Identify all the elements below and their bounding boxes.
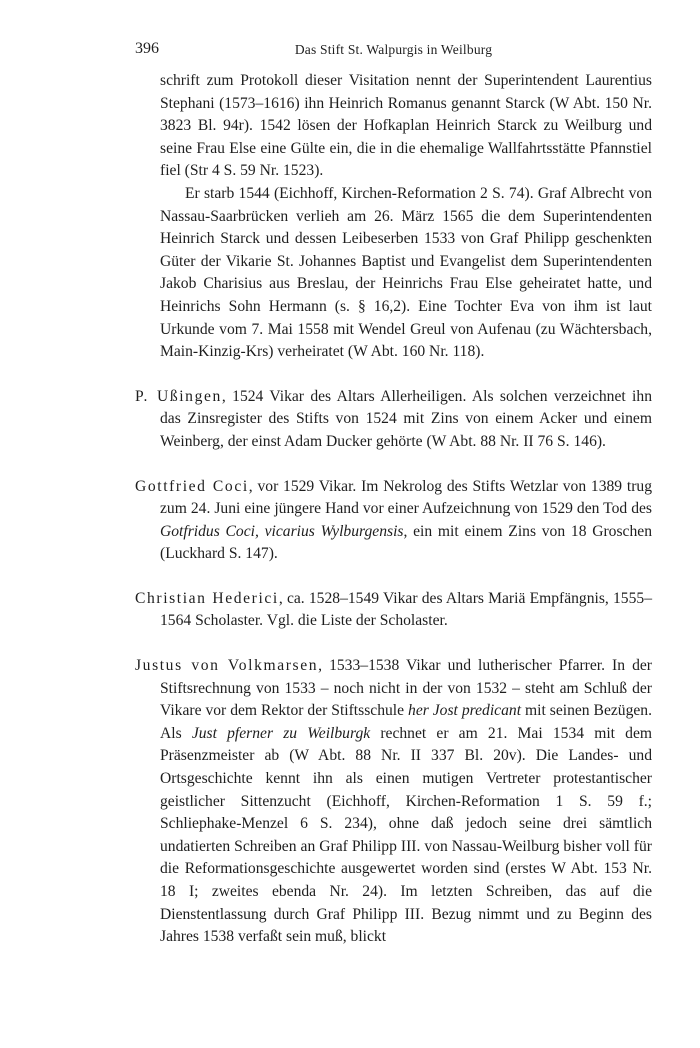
entry-name: Gottfried Coci: [135, 477, 249, 495]
entry-text: mit seinen Bezügen. Als: [160, 702, 652, 742]
entry-name: P. Ußingen: [135, 387, 222, 405]
continued-paragraph: schrift zum Protokoll dieser Visitation nennt der Superintendent Laurentius Stephani (1573–1616) ihn Heinrich Romanus genannt Starck (W Abt. 150 Nr. 3823 Bl. 94r). 1542 lösen der Hofkaplan Heinrich Starck zu Weilburg und seine Frau Else eine Gülte ein, die in die ehemalige Wallfahrtsstätte Pfannstiel fiel (Str 4 S. 59 Nr. 1523).: [160, 72, 652, 180]
running-title: Das Stift St. Walpurgis in Weilburg: [294, 42, 493, 57]
entry-text: , vor 1529 Vikar. Im Nekrolog des Stifts Wetzlar von 1389 trug zum 24. Juni eine jüngere Hand vor einer Aufzeichnung von 1529 den Tod des: [160, 477, 652, 518]
entry-text: , 1524 Vikar des Altars Allerheiligen. Als solchen verzeichnet ihn das Zinsregister des Stifts von 1524 mit Zins von einem Acker und einem Weinberg, der einst Adam Ducker gehörte (W Abt. 88 Nr. II 76 S. 146).: [160, 387, 652, 450]
entry-italic-quote: Just pferner zu Weilburgk: [191, 724, 371, 742]
entry-ussingen: [135, 386, 652, 454]
page-body: [135, 70, 652, 949]
body-paragraph: Er starb 1544 (Eichhoff, Kirchen-Reformation 2 S. 74). Graf Albrecht von Nassau-Saarbrücken verlieh am 26. März 1565 die dem Superintendenten Heinrich Starck und dessen Leibeserben 1533 von Graf Philipp geschenkten Güter der Vikarie St. Johannes Baptist und Evangelist dem Superintendenten Jakob Charisius aus Breslau, der Heinrichs Frau Else geheiratet hatte, und Heinrichs Sohn Hermann (s. § 16,2). Eine Tochter Eva von ihm ist laut Urkunde vom 7. Mai 1558 mit Wendel Greul von Aufenau (zu Wächtersbach, Main-Kinzig-Krs) verheiratet (W Abt. 160 Nr. 118).: [160, 184, 652, 361]
entry-text: rechnet er am 21. Mai 1534 mit dem Präsenzmeister ab (W Abt. 88 Nr. II 337 Bl. 20v). Die Landes- und Ortsgeschichte kennt ihn als einen mutigen Vertreter protestantischer geistlicher Sittenzucht (Eichhoff, Kirchen-Reformation 1 S. 59 f.; Schliephake-Menzel 6 S. 234), ohne daß jedoch seine drei sämtlich undatierten Schreiben an Graf Philipp III. von Nassau-Weilburg bisher voll für die Reformationsgeschichte ausgewertet worden sind (erstes W Abt. 153 Nr. 18 I; zweites ebenda Nr. 24). Im letzten Schreiben, das auf die Dienstentlassung durch Graf Philipp III. Bezug nimmt und zu Beginn des Jahres 1538 verfaßt sein muß, blickt: [160, 724, 653, 946]
entry-name: Christian Hederici: [135, 589, 279, 607]
page-number: 396: [135, 40, 159, 57]
entry-coci: [135, 476, 652, 566]
entry-text: , ein mit einem Zins von 18 Groschen (Luckhard S. 147).: [160, 522, 652, 563]
page-header: [135, 40, 652, 62]
entry-text: , 1533–1538 Vikar und lutherischer Pfarrer. In der Stiftsrechnung von 1533 – noch nicht in der von 1532 – steht am Schluß der Vikare vor dem Rektor der Stiftsschule: [160, 657, 653, 720]
entry-italic-quote: Gotfridus Coci, vicarius Wylburgensis: [160, 522, 404, 540]
entry-text: , ca. 1528–1549 Vikar des Altars Mariä Empfängnis, 1555–1564 Scholaster. Vgl. die Liste der Scholaster.: [160, 589, 652, 630]
entry-volkmarsen: [135, 655, 652, 949]
entry-hederici: [135, 588, 652, 633]
entry-name: Justus von Volkmarsen: [135, 657, 319, 675]
entry-italic-quote: her Jost predicant: [408, 702, 522, 720]
